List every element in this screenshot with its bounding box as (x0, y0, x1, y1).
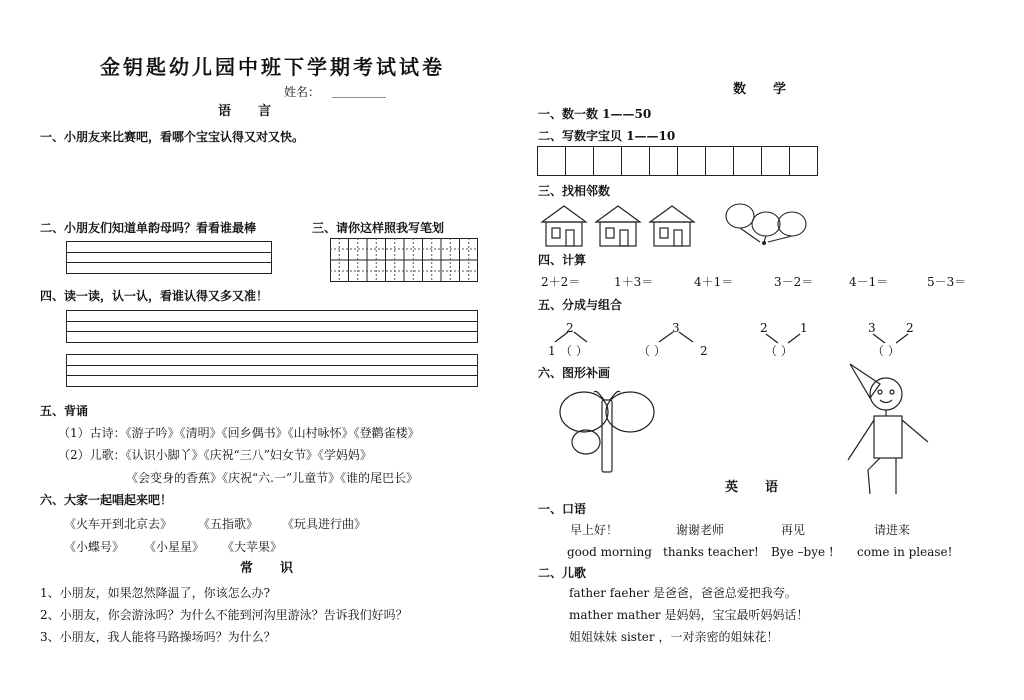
language-q2: 二、小朋友们知道单韵母吗？看看谁最棒 (40, 221, 257, 235)
math-heading: 数 学 (733, 82, 793, 97)
combine-left: 3 (868, 321, 876, 335)
balloon-icon (726, 204, 754, 228)
butterfly-drawing (558, 390, 658, 476)
house-icon (650, 206, 694, 246)
split-top: 3 (672, 321, 680, 335)
vowel-writing-lines[interactable] (66, 241, 272, 274)
math-q1: 一、数一数 1——50 (538, 107, 652, 121)
math-q2: 二、写数字宝贝 1——10 (538, 129, 676, 143)
split-right: 2 (700, 344, 708, 358)
calc-item[interactable]: 4＋1＝ (694, 275, 734, 289)
english-q2: 二、儿歌 (538, 566, 587, 580)
phrase-en: thanks teacher! (663, 545, 759, 559)
combine-left: 2 (760, 321, 768, 335)
song-line: mather mather 是妈妈，宝宝最听妈妈话！ (569, 608, 809, 622)
page-title: 金钥匙幼儿园中班下学期考试试卷 (100, 55, 445, 79)
english-q1: 一、口语 (538, 502, 587, 516)
english-heading: 英 语 (725, 480, 785, 495)
split-left: 1 (548, 344, 556, 358)
houses-illustration (540, 204, 700, 248)
song-item: 《小星星》 (144, 540, 205, 554)
phrase-cn: 再见 (781, 523, 806, 537)
calc-item[interactable]: 1＋3＝ (614, 275, 654, 289)
language-q1: 一、小朋友来比赛吧，看哪个宝宝认得又对又快。 (40, 130, 305, 144)
house-icon (542, 206, 586, 246)
song-item: 《火车开到北京去》 (64, 517, 173, 531)
common-heading: 常 识 (240, 561, 300, 576)
language-q3: 三、请你这样照我写笔划 (312, 221, 445, 235)
song-line: father faeher 是爸爸，爸爸总爱把我夸。 (569, 586, 797, 600)
language-q5: 五、背诵 (40, 404, 89, 418)
combine-answer[interactable]: （ ） (765, 344, 793, 358)
common-q2: 2、小朋友，你会游泳吗？为什么不能到河沟里游泳？告诉我们好吗？ (40, 608, 408, 622)
math-q4: 四、计算 (538, 253, 587, 267)
split-answer[interactable]: （ ） (638, 344, 666, 358)
math-q3: 三、找相邻数 (538, 184, 611, 198)
name-label: 姓名： (284, 85, 321, 99)
phrase-en: come in please! (857, 545, 953, 559)
combine-right: 1 (800, 321, 808, 335)
phrase-en: good morning (567, 545, 652, 559)
balloon-icon (778, 212, 806, 236)
common-q1: 1、小朋友，如果忽然降温了，你该怎么办? (40, 586, 271, 600)
stick-figure-drawing (840, 362, 940, 496)
phrase-cn: 请进来 (874, 523, 911, 537)
split-top: 2 (566, 321, 574, 335)
math-q5: 五、分成与组合 (538, 298, 623, 312)
recite-poems: （1）古诗：《游子吟》《清明》《回乡偶书》《山村咏怀》《登鹳雀楼》 (58, 426, 420, 440)
recite-songs-1: （2）儿歌：《认识小脚丫》《庆祝“三八”妇女节》《学妈妈》 (58, 448, 372, 462)
song-item: 《小蝶号》 (64, 540, 125, 554)
combine-right: 2 (906, 321, 914, 335)
reading-lines-1[interactable] (66, 310, 478, 343)
song-line: 姐姐妹妹 sister ，一对亲密的姐妹花！ (569, 630, 779, 644)
phrase-en: Bye –bye ! (771, 545, 834, 559)
common-q3: 3、小朋友，我人能将马路操场吗？为什么？ (40, 630, 276, 644)
song-item: 《玩具进行曲》 (282, 517, 367, 531)
song-item: 《大苹果》 (222, 540, 283, 554)
math-q6: 六、图形补画 (538, 366, 611, 380)
name-blank[interactable]: _________ (332, 84, 386, 98)
split-answer[interactable]: （ ） (560, 344, 588, 358)
calc-item[interactable]: 5－3＝ (927, 275, 967, 289)
balloons-illustration (724, 202, 814, 250)
language-heading: 语 言 (218, 104, 278, 119)
language-q6: 六、大家一起唱起来吧！ (40, 493, 173, 507)
calc-item[interactable]: 4－1＝ (849, 275, 889, 289)
recite-songs-2: 《会变身的香蕉》《庆祝“六.一”儿童节》《谁的尾巴长》 (126, 471, 419, 485)
number-writing-grid[interactable] (537, 146, 818, 176)
calc-item[interactable]: 2＋2＝ (541, 275, 581, 289)
language-q4: 四、读一读，认一认，看谁认得又多又准！ (40, 289, 269, 303)
combine-answer[interactable]: （ ） (872, 344, 900, 358)
balloon-icon (752, 212, 780, 236)
stroke-practice-grid[interactable] (330, 238, 478, 282)
song-item: 《五指歌》 (198, 517, 259, 531)
calc-item[interactable]: 3－2＝ (774, 275, 814, 289)
reading-lines-2[interactable] (66, 354, 478, 387)
phrase-cn: 谢谢老师 (676, 523, 725, 537)
phrase-cn: 早上好！ (570, 523, 619, 537)
house-icon (596, 206, 640, 246)
